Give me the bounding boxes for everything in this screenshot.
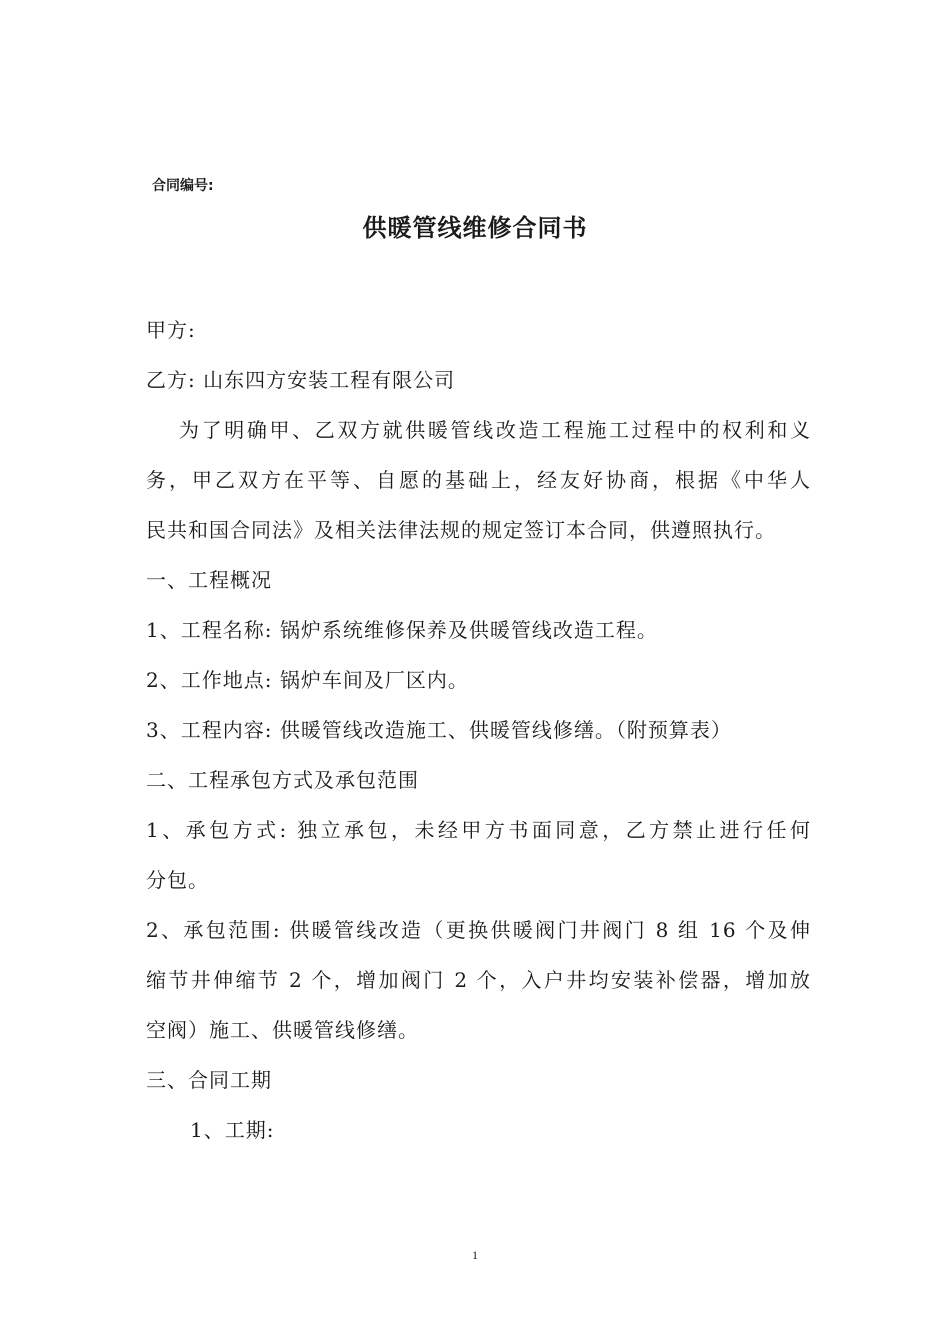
page-number: 1: [472, 1248, 478, 1262]
contracting-method-item-continued: 分包。: [146, 868, 209, 892]
duration-item: 1、工期:: [190, 1118, 275, 1142]
contract-body: [146, 305, 811, 1155]
preamble-line: 民共和国合同法》及相关法律法规的规定签订本合同，供遵照执行。: [146, 518, 776, 542]
contracting-scope-item-continued: 空阀）施工、供暖管线修缮。: [146, 1018, 419, 1042]
section-heading-contracting-method: 二、工程承包方式及承包范围: [146, 768, 419, 792]
document-title: 供暖管线维修合同书: [362, 214, 588, 242]
preamble-line: 为了明确甲、乙双方就供暖管线改造工程施工过程中的权利和义: [179, 418, 811, 442]
section-heading-contract-period: 三、合同工期: [146, 1068, 272, 1092]
party-b-line: 乙方: 山东四方安装工程有限公司: [146, 368, 456, 392]
project-content-item: 3、工程内容: 供暖管线改造施工、供暖管线修缮。（附预算表）: [146, 718, 732, 742]
contracting-method-item: 1、承包方式: 独立承包，未经甲方书面同意，乙方禁止进行任何: [146, 818, 811, 842]
work-location-item: 2、工作地点: 锅炉车间及厂区内。: [146, 668, 469, 692]
party-a-line: 甲方:: [146, 318, 196, 342]
preamble-line: 务，甲乙双方在平等、自愿的基础上，经友好协商，根据《中华人: [146, 468, 811, 492]
section-heading-project-overview: 一、工程概况: [146, 568, 272, 592]
contracting-scope-item: 2、承包范围: 供暖管线改造（更换供暖阀门井阀门 8 组 16 个及伸: [146, 918, 811, 942]
contracting-scope-item-continued: 缩节井伸缩节 2 个，增加阀门 2 个，入户井均安装补偿器，增加放: [146, 968, 811, 992]
contract-number-label: 合同编号:: [152, 178, 214, 194]
project-name-item: 1、工程名称: 锅炉系统维修保养及供暖管线改造工程。: [146, 618, 658, 642]
